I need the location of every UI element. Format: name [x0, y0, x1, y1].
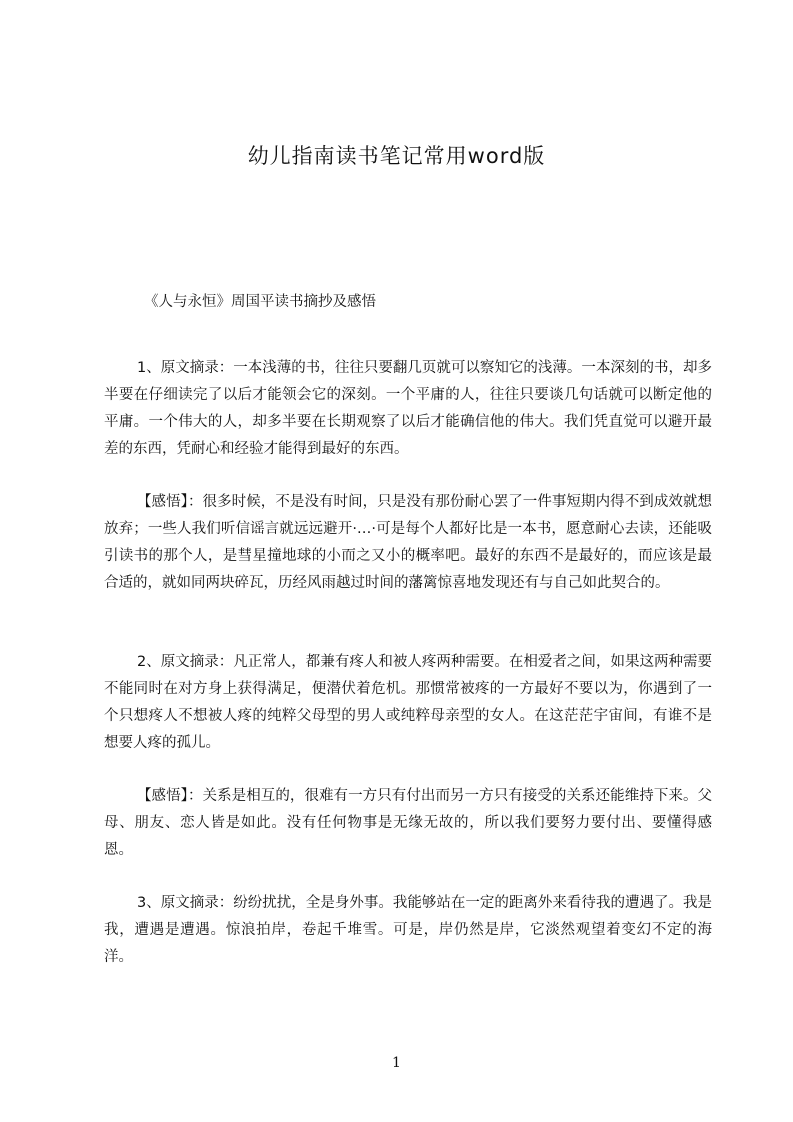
reflection-paragraph-2: [104, 783, 712, 864]
reflection-paragraph-1: [104, 489, 712, 597]
page-number: 1: [392, 1055, 401, 1071]
document-subtitle: 《人与永恒》周国平读书摘抄及感悟: [144, 294, 376, 310]
reflection-label: 【感悟】: [137, 787, 188, 804]
paragraph-text: 3、原文摘录：纷纷扰扰，全是身外事。我能够站在一定的距离外来看待我的遭遇了。我是我，遭遇是遭遇。惊浪拍岸，卷起千堆雪。可是，岸仍然是岸，它淡然观望着变幻不定的海洋。: [104, 894, 712, 965]
paragraph-text: 2、原文摘录：凡正常人，都兼有疼人和被人疼两种需要。在相爱者之间，如果这两种需要不能同时在对方身上获得满足，便潜伏着危机。那惯常被疼的一方最好不要以为，你遇到了一个只想疼人不想被人疼的纯粹父母型的男人或纯粹母亲型的女人。在这茫茫宇宙间，有谁不是想要人疼的孤儿。: [104, 653, 712, 751]
excerpt-paragraph-2: [104, 649, 712, 757]
excerpt-paragraph-3: [104, 890, 712, 971]
document-title: 幼儿指南读书笔记常用word版: [247, 144, 546, 168]
paragraph-text: ：关系是相互的，很难有一方只有付出而另一方只有接受的关系还能维持下来。父母、朋友、恋人皆是如此。没有任何物事是无缘无故的，所以我们要努力要付出、要懂得感恩。: [104, 787, 713, 858]
paragraph-text: 1、原文摘录：一本浅薄的书，往往只要翻几页就可以察知它的浅薄。一本深刻的书，却多半要在仔细读完了以后才能领会它的深刻。一个平庸的人，往往只要谈几句话就可以断定他的平庸。一个伟大的人，却多半要在长期观察了以后才能确信他的伟大。我们凭直觉可以避开最差的东西，凭耐心和经验才能得到最好的东西。: [104, 359, 712, 457]
excerpt-paragraph-1: [104, 355, 712, 463]
reflection-label: 【感悟】: [137, 493, 188, 510]
paragraph-text: ：很多时候，不是没有时间，只是没有那份耐心罢了一件事短期内得不到成效就想放弃；一些人我们听信谣言就远远避开·…·可是每个人都好比是一本书，愿意耐心去读，还能吸引读书的那个人，是彗星撞地球的小而之又小的概率吧。最好的东西不是最好的，而应该是最合适的，就如同两块碎瓦，历经风雨越过时间的藩篱惊喜地发现还有与自己如此契合的。: [104, 493, 713, 591]
